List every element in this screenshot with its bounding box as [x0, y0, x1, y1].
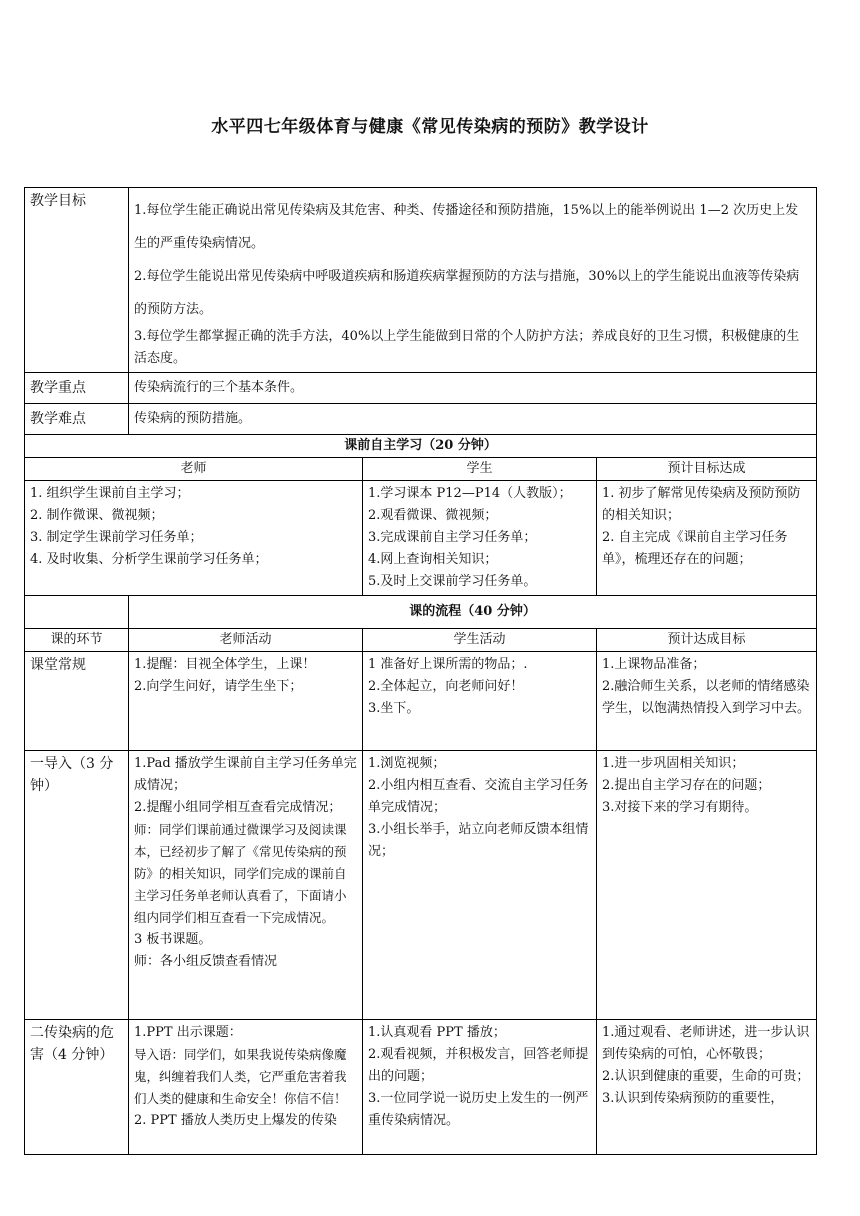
difficulty-label: 教学难点 — [25, 404, 129, 435]
list-item: 2. 自主完成《课前自主学习任务单》，梳理还存在的问题； — [602, 530, 788, 567]
key-point-label: 教学重点 — [25, 373, 129, 404]
list-item: 3. 制定学生课前学习任务单； — [30, 530, 203, 545]
list-item: 2.全体起立，向老师问好！ — [368, 679, 524, 694]
student-activity-cell — [363, 1020, 597, 1155]
list-item: 2.观看视频，并积极发言，回答老师提出的问题； — [368, 1047, 589, 1084]
process-header-row — [25, 629, 817, 652]
list-item: 3.一位同学说一说历史上发生的一例严重传染病情况。 — [368, 1091, 589, 1128]
list-item: 2.认识到健康的重要，生命的可贵； — [602, 1069, 810, 1084]
teacher-activity-cell — [129, 751, 363, 1020]
student-activity-cell — [363, 751, 597, 1020]
list-item: 1.进一步巩固相关知识； — [602, 756, 745, 771]
process-heading: 课的流程（40 分钟） — [129, 596, 817, 629]
preclass-student-cell — [363, 481, 597, 596]
list-item: 1.学习课本 P12—P14（人教版）； — [368, 486, 572, 501]
list-item: 5.及时上交课前学习任务单。 — [368, 574, 537, 589]
list-item: 2.融洽师生关系，以老师的情绪感染学生，以饱满热情投入到学习中去。 — [602, 679, 811, 716]
goals-content — [129, 188, 817, 373]
key-point-text: 传染病流行的三个基本条件。 — [129, 373, 817, 404]
list-item: 3.认识到传染病预防的重要性， — [602, 1091, 784, 1106]
preclass-heading: 课前自主学习（20 分钟） — [25, 435, 817, 458]
list-item: 2.观看微课、微视频； — [368, 508, 498, 523]
list-item: 4. 及时收集、分析学生课前学习任务单； — [30, 552, 268, 567]
list-item: 4.网上查询相关知识； — [368, 552, 498, 567]
stage-label: 课堂常规 — [25, 652, 129, 751]
list-item: 2. PPT 播放人类历史上爆发的传染 — [134, 1113, 337, 1128]
table-row — [25, 652, 817, 751]
preclass-content-row — [25, 481, 817, 596]
difficulty-row — [25, 404, 817, 435]
preclass-header-row — [25, 458, 817, 481]
list-item: 2.小组内相互查看、交流自主学习任务单完成情况； — [368, 778, 589, 815]
process-heading-blank — [25, 596, 129, 629]
list-item: 1.提醒：目视全体学生，上课！ — [134, 657, 316, 672]
goal-item: 3.每位学生都掌握正确的洗手方法，40%以上学生能做到日常的个人防护方法；养成良好的卫生习惯，积极健康的生活态度。 — [134, 329, 800, 366]
lesson-plan-table — [24, 187, 817, 1155]
goal-cell — [597, 652, 817, 751]
list-item: 3.坐下。 — [368, 701, 420, 716]
preclass-col-goal: 预计目标达成 — [597, 458, 817, 481]
preclass-goal-cell — [597, 481, 817, 596]
list-item: 师：各小组反馈查看情况 — [134, 954, 278, 969]
page-title: 水平四七年级体育与健康《常见传染病的预防》教学设计 — [211, 117, 649, 137]
list-item: 2. 制作微课、微视频； — [30, 508, 164, 523]
stage-label: 一导入（3 分钟） — [25, 751, 129, 1020]
list-item: 2.提出自主学习存在的问题； — [602, 778, 771, 793]
goal-item: 1.每位学生能正确说出常见传染病及其危害、种类、传播途径和预防措施，15%以上的能举例说出 1—2 次历史上发生的严重传染病情况。 — [134, 203, 799, 251]
list-item: 1.PPT 出示课题： — [134, 1025, 242, 1040]
goal-cell — [597, 1020, 817, 1155]
teacher-activity-cell — [129, 1020, 363, 1155]
list-item: 1.Pad 播放学生课前自主学习任务单完成情况； — [134, 756, 357, 793]
preclass-col-teacher: 老师 — [25, 458, 363, 481]
preclass-col-student: 学生 — [363, 458, 597, 481]
list-item: 3.对接下来的学习有期待。 — [602, 800, 758, 815]
preclass-heading-row — [25, 435, 817, 458]
teacher-activity-cell — [129, 652, 363, 751]
list-item: 3.小组长举手，站立向老师反馈本组情况； — [368, 822, 589, 859]
difficulty-text: 传染病的预防措施。 — [129, 404, 817, 435]
list-item: 1.浏览视频； — [368, 756, 446, 771]
list-item: 导入语：同学们，如果我说传染病像魔鬼，纠缠着我们人类，它严重危害着我们人类的健康和生命安全！你信不信！ — [134, 1047, 347, 1106]
list-item: 2.向学生问好，请学生坐下； — [134, 679, 303, 694]
list-item: 1.认真观看 PPT 播放； — [368, 1025, 506, 1040]
list-item: 1 准备好上课所需的物品；. — [368, 657, 528, 672]
process-col-teacher: 老师活动 — [129, 629, 363, 652]
list-item: 1. 初步了解常见传染病及预防预防的相关知识； — [602, 486, 801, 523]
process-col-goal: 预计达成目标 — [597, 629, 817, 652]
goals-label: 教学目标 — [25, 188, 129, 373]
list-item: 3.完成课前自主学习任务单； — [368, 530, 537, 545]
list-item: 3 板书课题。 — [134, 932, 212, 947]
goal-item: 2.每位学生能说出常见传染病中呼吸道疾病和肠道疾病掌握预防的方法与措施，30%以上的学生能说出血液等传染病的预防方法。 — [134, 269, 800, 317]
key-point-row — [25, 373, 817, 404]
student-activity-cell — [363, 652, 597, 751]
goals-row — [25, 188, 817, 373]
list-item: 2.提醒小组同学相互查看完成情况； — [134, 800, 342, 815]
goal-cell — [597, 751, 817, 1020]
table-row — [25, 751, 817, 1020]
process-heading-row — [25, 596, 817, 629]
list-item: 1.通过观看、老师讲述，进一步认识到传染病的可怕，心怀敬畏； — [602, 1025, 810, 1062]
list-item: 师：同学们课前通过微课学习及阅读课本，已经初步了解了《常见传染病的预防》的相关知识，同学们完成的课前自主学习任务单老师认真看了，下面请小组内同学们相互查看一下完成情况。 — [134, 822, 347, 925]
table-row — [25, 1020, 817, 1155]
list-item: 1. 组织学生课前自主学习； — [30, 486, 190, 501]
process-col-stage: 课的环节 — [25, 629, 129, 652]
list-item: 1.上课物品准备； — [602, 657, 706, 672]
preclass-teacher-cell — [25, 481, 363, 596]
process-col-student: 学生活动 — [363, 629, 597, 652]
stage-label: 二传染病的危害（4 分钟） — [25, 1020, 129, 1155]
